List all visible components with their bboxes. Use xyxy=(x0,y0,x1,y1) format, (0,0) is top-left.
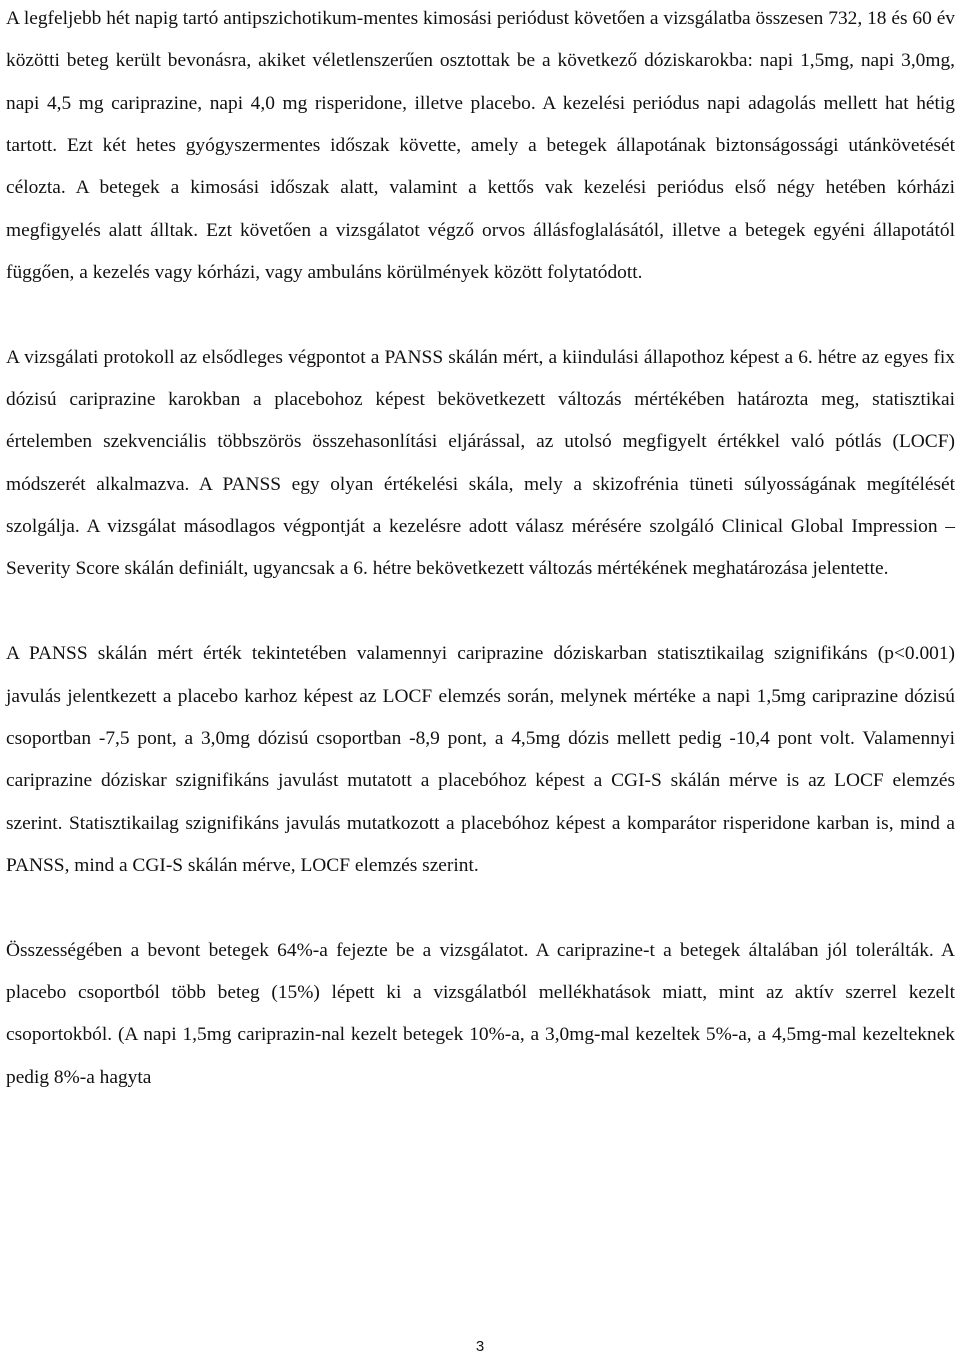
paragraph-panss-results: A PANSS skálán mért érték tekintetében valamennyi cariprazine dóziskarban statisztikailag szignifikáns (p<0.001) javulás jelentkezett a placebo karhoz képest az LOCF elemzés során, melynek mértéke a napi 1,5mg cariprazine dózisú csoportban -7,5 pont, a 3,0mg dózisú csoportban -8,9 pont, a 4,5mg dózis mellett pedig -10,4 pont volt. Valamennyi cariprazine dóziskar szignifikáns javulást mutatott a placebóhoz képest a CGI-S skálán mérve is az LOCF elemzés szerint. Statisztikailag szignifikáns javulás mutatkozott a placebóhoz képest a komparátor risperidone karban is, mind a PANSS, mind a CGI-S skálán mérve, LOCF elemzés szerint. xyxy=(6,643,955,876)
paragraph-tolerability: Összességében a bevont betegek 64%-a fejezte be a vizsgálatot. A cariprazine-t a betegek általában jól tolerálták. A placebo csoportból több beteg (15%) lépett ki a vizsgálatból mellékhatások miatt, mint az aktív szerrel kezelt csoportokból. (A napi 1,5mg cariprazin-nal kezelt betegek 10%-a, a 3,0mg-mal kezeltek 5%-a, a 4,5mg-mal kezelteknek pedig 8%-a hagyta xyxy=(6,939,955,1088)
paragraph-study-design: A legfeljebb hét napig tartó antipszichotikum-mentes kimosási periódust követően a vizsgálatba összesen 732, 18 és 60 év közötti beteg került bevonásra, akiket véletlenszerűen osztottak be a következő dóziskarokba: napi 1,5mg, napi 3,0mg, napi 4,5 mg cariprazine, napi 4,0 mg risperidone, illetve placebo. A kezelési periódus napi adagolás mellett hat hétig tartott. Ezt két hetes gyógyszermentes időszak követte, amely a betegek állapotának biztonságossági utánkövetését célozta. A betegek a kimosási időszak alatt, valamint a kettős vak kezelési periódus első négy hetében kórházi megfigyelés alatt álltak. Ezt követően a vizsgálatot végző orvos állásfoglalásától, illetve a betegek egyéni állapotától függően, a kezelés vagy kórházi, vagy ambuláns körülmények között folytatódott. xyxy=(6,8,955,284)
paragraph-primary-endpoint: A vizsgálati protokoll az elsődleges végpontot a PANSS skálán mért, a kiindulási állapothoz képest a 6. hétre az egyes fix dózisú cariprazine karokban a placebohoz képest bekövetkezett változás mértékében határozta meg, statisztikai értelemben szekvenciális többszörös összehasonlítási eljárással, az utolsó megfigyelt értékkel való pótlás (LOCF) módszerét alkalmazva. A PANSS egy olyan értékelési skála, mely a skizofrénia tüneti súlyosságának megítélését szolgálja. A vizsgálat másodlagos végpontját a kezelésre adott válasz mérésére szolgáló Clinical Global Impression – Severity Score skálán definiált, ugyancsak a 6. hétre bekövetkezett változás mértékének meghatározása jelentette. xyxy=(6,346,955,580)
page-number: 3 xyxy=(475,1338,485,1355)
